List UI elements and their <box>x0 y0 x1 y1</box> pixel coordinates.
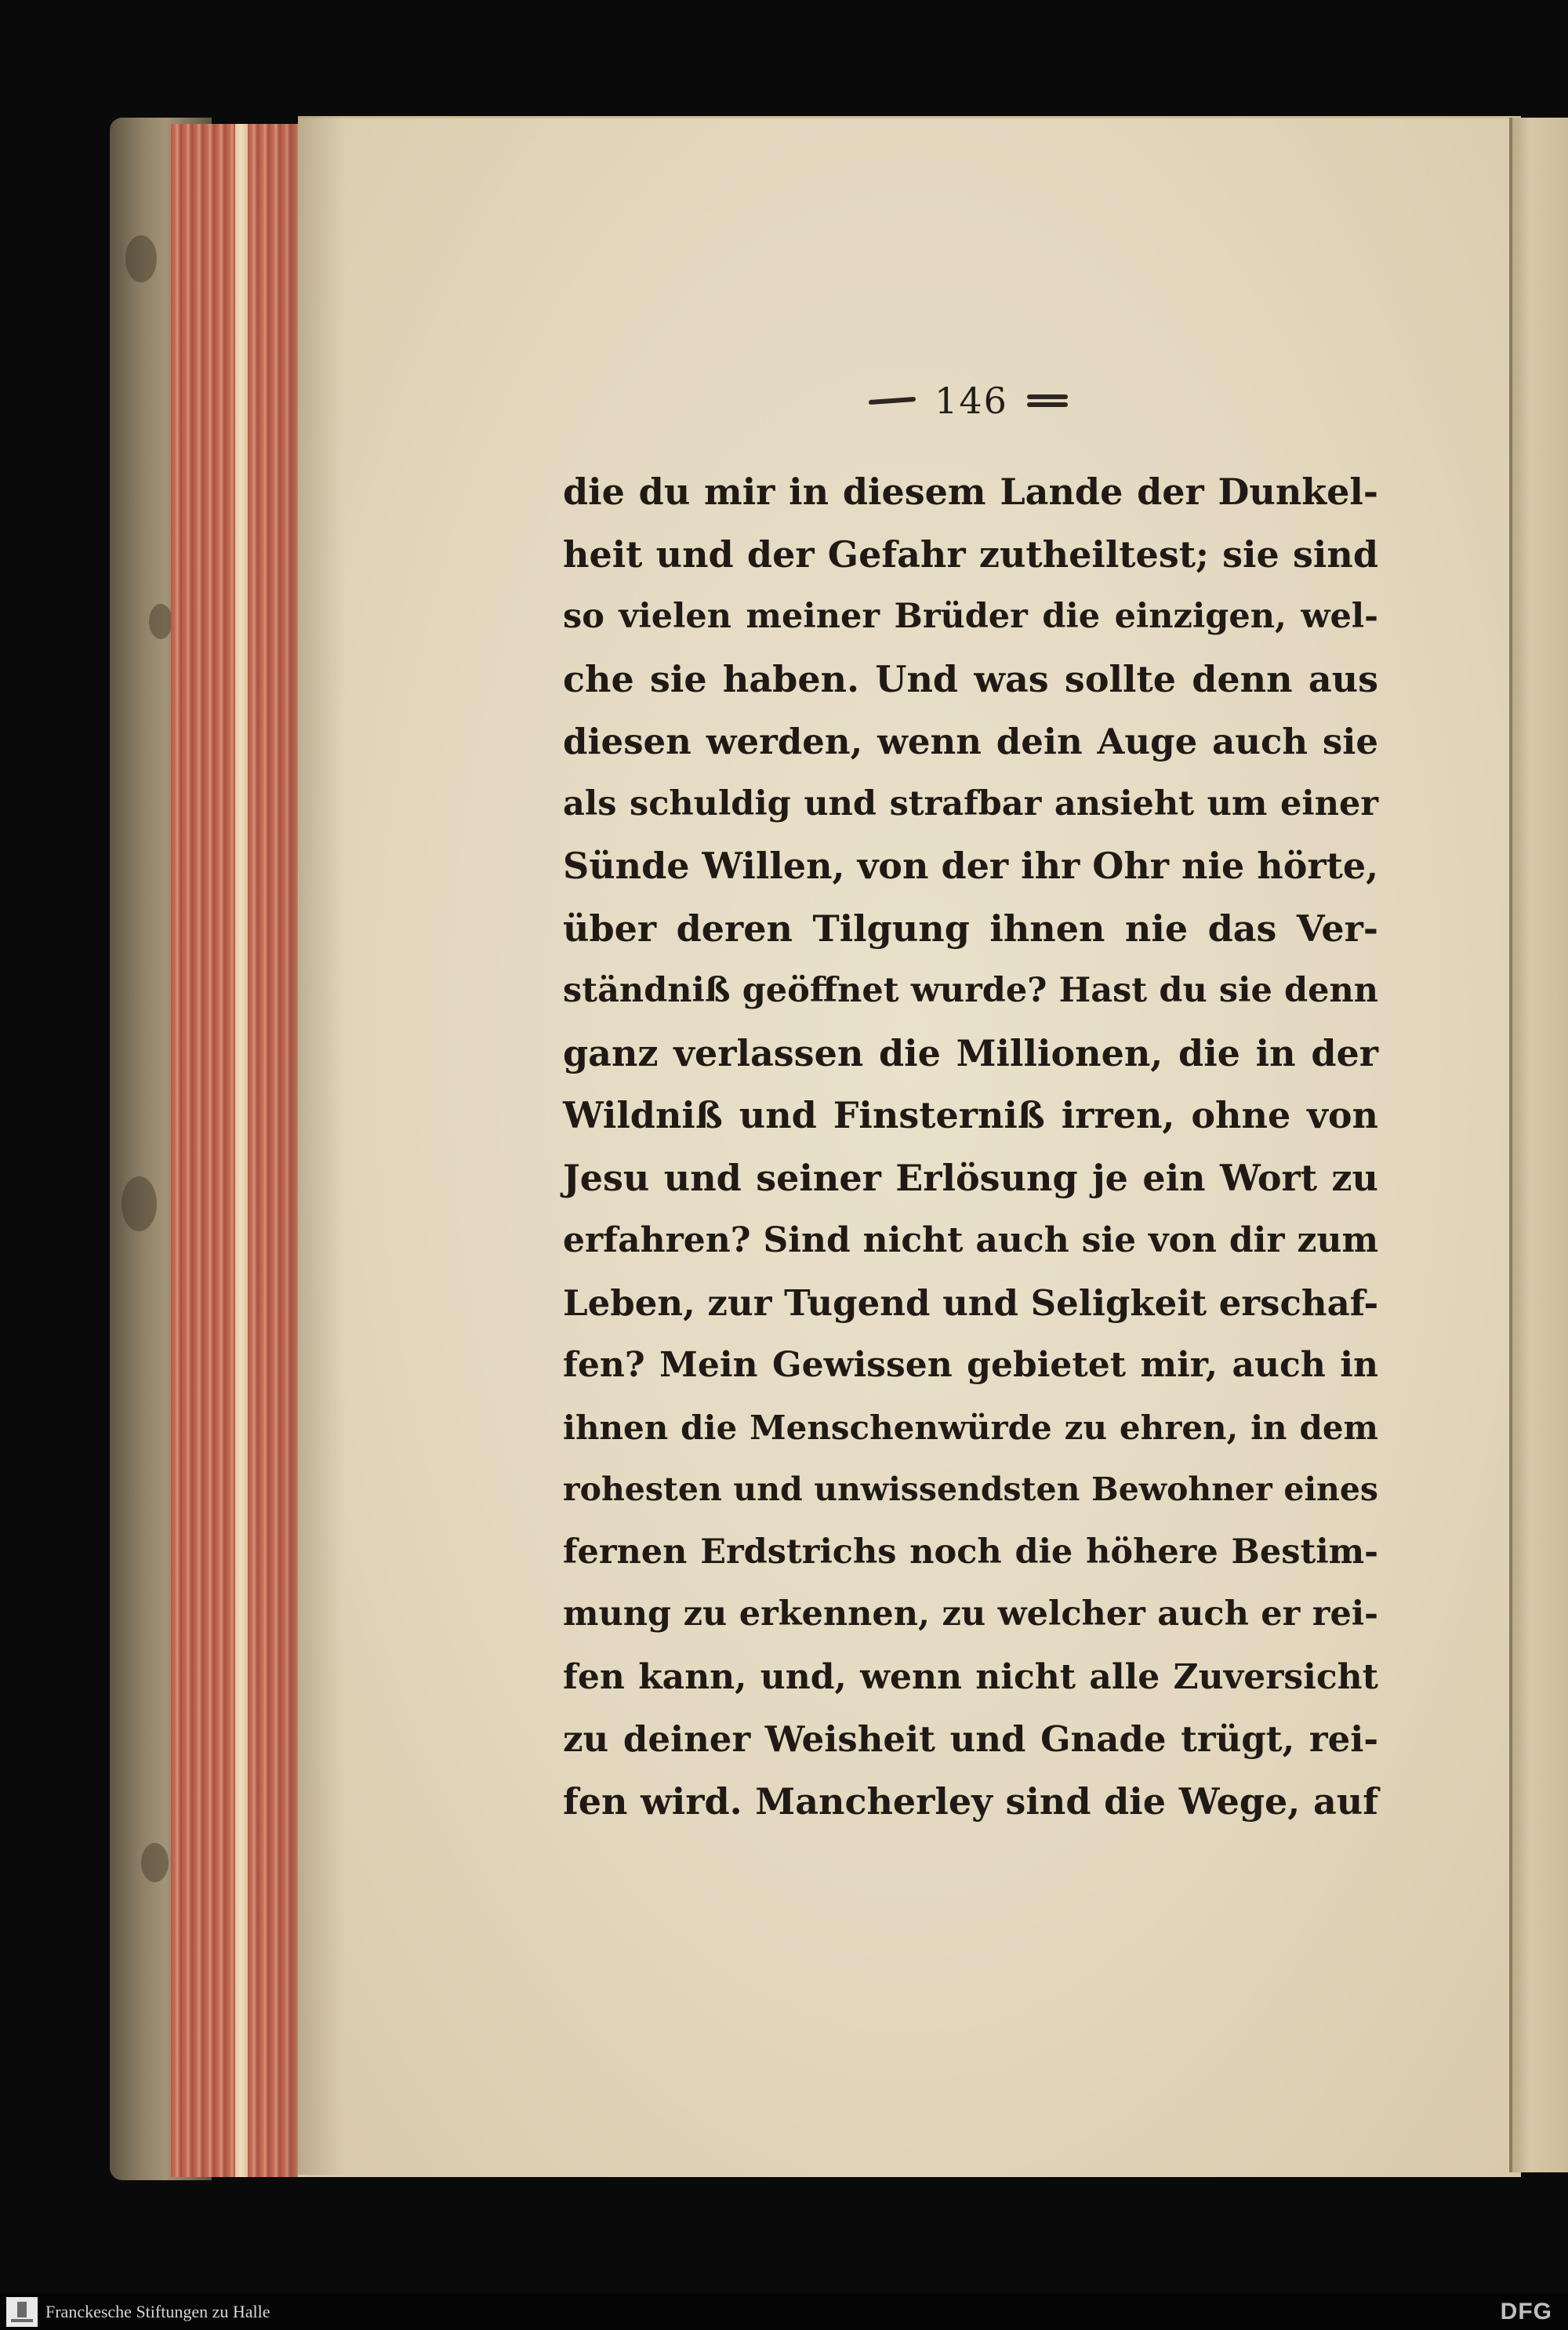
page-edges-highlight <box>235 124 248 2177</box>
text-line: fen kann, und, wenn nicht alle Zuversicht <box>563 1656 1378 1697</box>
text-line: mung zu erkennen, zu welcher auch er rei- <box>563 1594 1378 1634</box>
text-line: Leben, zur Tugend und Seligkeit erschaf- <box>563 1281 1379 1324</box>
text-line: zu deiner Weisheit und Gnade trügt, rei- <box>563 1718 1378 1760</box>
page-number: 146 <box>935 380 1008 422</box>
header-ornament-left <box>869 397 916 405</box>
text-line: rohesten und unwissendsten Bewohner eines <box>563 1470 1378 1508</box>
page-body-text <box>563 461 1378 1833</box>
text-line: ständniß geöffnet wurde? Hast du sie denn <box>563 971 1378 1010</box>
text-line: che sie haben. Und was sollte denn aus <box>563 657 1378 700</box>
page-header <box>835 373 1102 428</box>
text-line: als schuldig und strafbar ansieht um einer <box>563 783 1378 823</box>
text-line: Sünde Willen, von der ihr Ohr nie hörte, <box>563 845 1379 887</box>
text-line: ihnen die Menschenwürde zu ehren, in dem <box>563 1408 1378 1447</box>
text-line: Jesu und seiner Erlösung je ein Wort zu <box>563 1156 1378 1199</box>
text-line: heit und der Gefahr zutheiltest; sie sind <box>563 533 1378 576</box>
facing-page <box>1509 118 1568 2172</box>
dfg-logo: DFG <box>1500 2298 1552 2325</box>
text-line: ganz verlassen die Millionen, die in der <box>563 1031 1378 1074</box>
cover-stain <box>141 1843 169 1882</box>
text-line: fen? Mein Gewissen gebietet mir, auch in <box>563 1345 1378 1385</box>
cover-stain <box>149 604 172 639</box>
institution-credit <box>0 2297 270 2327</box>
text-line: fen wird. Mancherley sind die Wege, auf <box>563 1779 1378 1823</box>
text-line: so vielen meiner Brüder die einzigen, wel- <box>563 597 1378 636</box>
cover-stain <box>122 1176 157 1231</box>
text-line: die du mir in diesem Lande der Dunkel- <box>563 471 1378 513</box>
text-line: diesen werden, wenn dein Auge auch sie <box>563 721 1378 762</box>
text-line: Wildniß und Finsterniß irren, ohne von <box>563 1094 1378 1136</box>
header-ornament-right <box>1027 394 1068 399</box>
text-line: fernen Erdstrichs noch die höhere Bestim- <box>563 1532 1378 1572</box>
text-line: über deren Tilgung ihnen nie das Ver- <box>563 907 1378 950</box>
cover-stain <box>125 235 157 282</box>
gutter-shadow <box>298 116 345 2175</box>
institution-name: Franckesche Stiftungen zu Halle <box>45 2301 270 2321</box>
franckesche-seal-icon <box>6 2297 38 2327</box>
viewer-footer <box>0 2293 1568 2330</box>
text-line: erfahren? Sind nicht auch sie von dir zum <box>563 1220 1378 1260</box>
